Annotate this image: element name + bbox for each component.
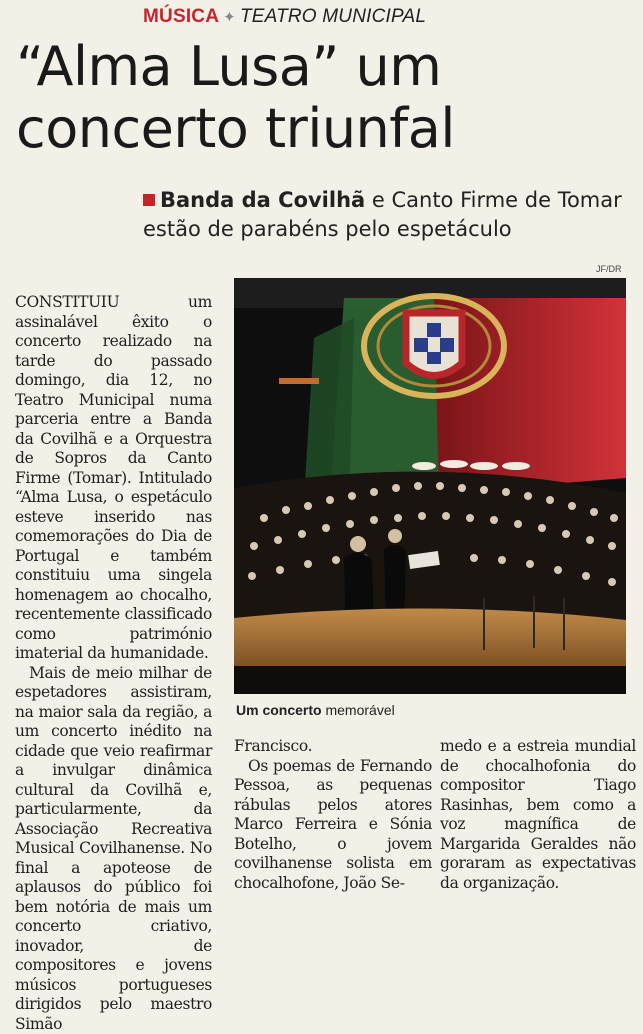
concert-stage-illustration <box>234 278 626 694</box>
photo-credit: JF/DR <box>596 264 622 274</box>
article-paragraph-2-end: Francisco. <box>234 737 432 757</box>
article-paragraph-3-end: medo e a estreia mundial de chocalhofonia do compositor Tiago Rasinhas, bem como a voz magnífica de Margarida Geraldes não goraram as expectativas da organização. <box>440 737 636 893</box>
article-column-2 <box>234 737 432 893</box>
article-paragraph-1: CONSTITUIU um assinalável êxito o concerto realizado na tarde do passado domingo, dia 12, no Teatro Municipal numa parceria entre a Banda da Covilhã e a Orquestra de Sopros da Canto Firme (Tomar). Intitulado “Alma Lusa, o espetáculo esteve inserido nas comemorações do Dia de Portugal e também constituiu uma singela homenagem ao chocalho, recentemente classificado como património imaterial da humanidade. <box>15 293 212 664</box>
subsection-name: TEATRO MUNICIPAL <box>240 6 426 27</box>
deck-rest: e Canto Firme de Tomar estão de parabéns pelo espetáculo <box>143 188 622 241</box>
separator-star-icon: ✦ <box>223 9 236 26</box>
deck-subheadline <box>143 186 638 244</box>
article-column-1 <box>15 293 212 1034</box>
concert-photo <box>234 278 626 694</box>
red-square-bullet-icon <box>143 194 155 206</box>
section-kicker <box>143 6 426 28</box>
article-column-3 <box>440 737 636 893</box>
headline <box>16 36 636 160</box>
headline-line-1: “Alma Lusa” um <box>16 35 441 98</box>
article-paragraph-2: Mais de meio milhar de espetadores assistiram, na maior sala da região, a um concerto inédito na cidade que veio reafirmar a invulgar dinâmica cultural da Covilhã e, particularmente, da Associação Recreativa Musical Covilhanense. No final a apoteose de aplausos do público foi bem notória de mais um concerto criativo, inovador, de compositores e jovens músicos portugueses dirigidos pelo maestro Simão <box>15 664 212 1034</box>
deck-lead: Banda da Covilhã <box>160 188 365 212</box>
headline-line-2: concerto triunfal <box>16 97 455 160</box>
photo-caption <box>236 702 395 718</box>
caption-rest: memorável <box>322 702 395 718</box>
caption-bold: Um concerto <box>236 702 322 718</box>
section-name: MÚSICA <box>143 6 219 27</box>
article-paragraph-3: Os poemas de Fernando Pessoa, as pequenas rábulas pelos atores Marco Ferreira e Sónia Botelho, o jovem covilhanense solista em chocalhofone, João Se- <box>234 757 432 894</box>
